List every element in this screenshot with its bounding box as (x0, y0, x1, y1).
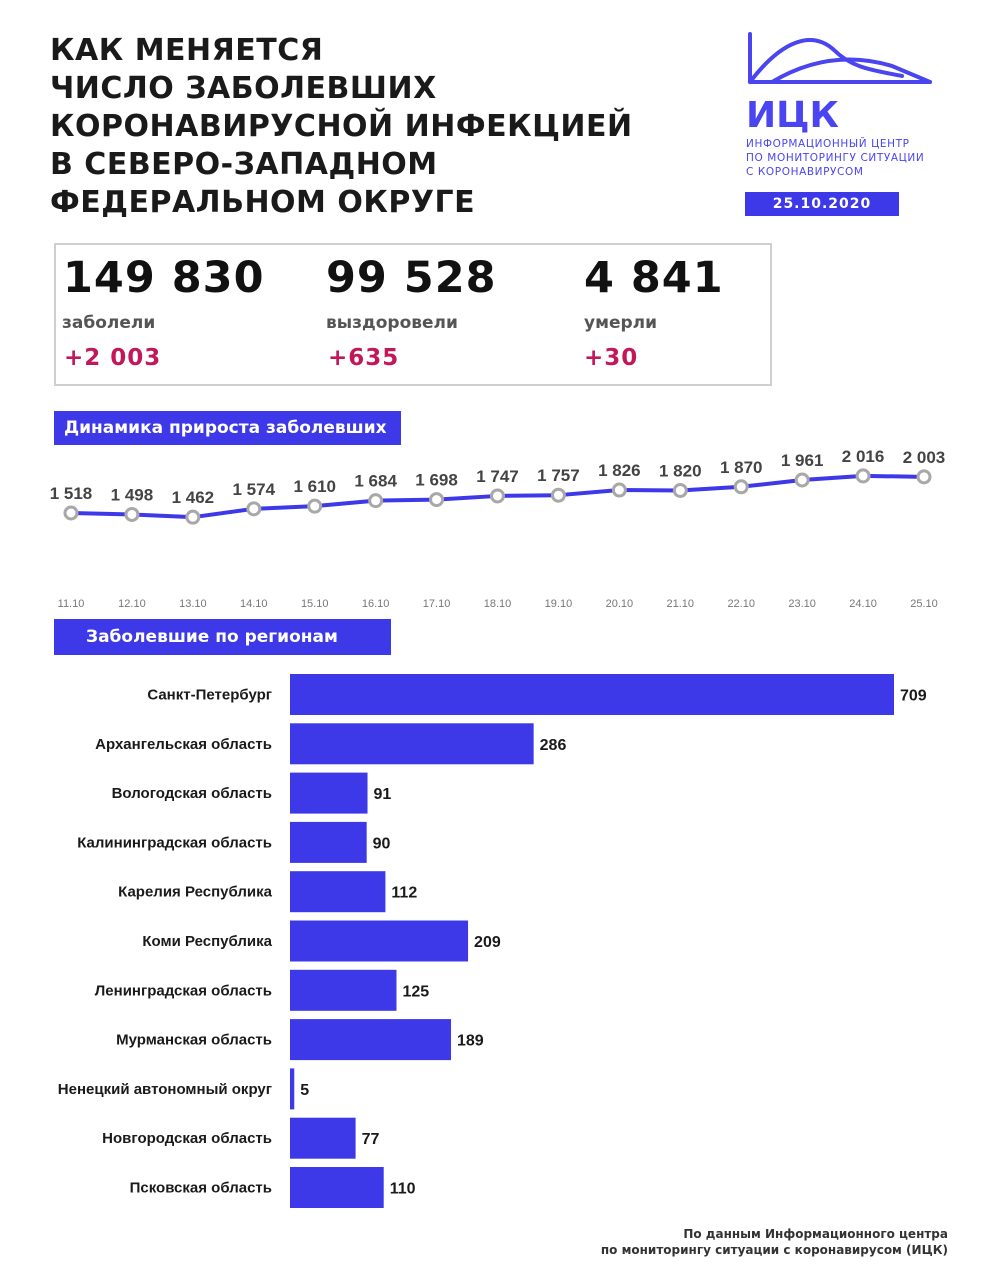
x-tick-label: 21.10 (666, 598, 695, 610)
stat-deaths-delta: +30 (584, 345, 639, 371)
stat-cases-label: заболели (62, 313, 156, 333)
line-data-label: 1 870 (719, 457, 763, 477)
bar-value-label: 209 (474, 934, 501, 951)
bar (290, 970, 396, 1011)
bar (290, 674, 894, 715)
logo-org-name: ИНФОРМАЦИОННЫЙ ЦЕНТР ПО МОНИТОРИНГУ СИТУАЦИИ С КОРОНАВИРУСОМ (746, 138, 925, 178)
line-point (674, 485, 686, 497)
line-point (918, 471, 930, 483)
x-tick-label: 22.10 (727, 598, 755, 610)
line-data-label: 1 518 (49, 484, 93, 503)
stat-recovered-delta: +635 (328, 345, 400, 371)
line-point (187, 511, 199, 523)
line-data-label: 1 747 (476, 466, 519, 486)
bar-category-label: Ленинградская область (94, 982, 272, 1000)
x-tick-label: 18.10 (483, 598, 512, 610)
bar-value-label: 110 (389, 1180, 416, 1198)
line-data-label: 1 961 (780, 450, 824, 470)
line-point (65, 507, 77, 519)
x-tick-label: 20.10 (605, 598, 634, 610)
bar-value-label: 112 (391, 884, 418, 902)
line-point (126, 508, 138, 520)
bar-category-label: Санкт-Петербург (147, 686, 272, 704)
daily-cases-line-chart (0, 450, 990, 620)
bar (290, 773, 368, 814)
bar (290, 822, 367, 863)
x-tick-label: 16.10 (361, 598, 390, 610)
page-title: КАК МЕНЯЕТСЯ ЧИСЛО ЗАБОЛЕВШИХ КОРОНАВИРУСНОЙ ИНФЕКЦИЕЙ В СЕВЕРО-ЗАПАДНОМ ФЕДЕРАЛЬНОМ ОКРУГЕ (50, 33, 633, 220)
bar-category-label: Мурманская область (116, 1031, 272, 1049)
line-point (309, 500, 321, 512)
line-point (248, 503, 260, 515)
stat-recovered-label: выздоровели (326, 313, 458, 333)
x-tick-label: 14.10 (240, 598, 268, 610)
line-data-label: 1 684 (354, 471, 397, 491)
stats-panel (54, 243, 772, 386)
bar-value-label: 125 (402, 983, 430, 1001)
line-point (735, 481, 747, 493)
line-data-label: 1 820 (659, 461, 702, 481)
bar-category-label: Коми Республика (142, 933, 272, 950)
bar (290, 1068, 294, 1109)
stat-cases-delta: +2 003 (64, 345, 162, 371)
line-data-label: 1 826 (598, 461, 641, 481)
bar-category-label: Карелия Республика (118, 883, 272, 901)
stat-recovered-value: 99 528 (326, 253, 497, 303)
bar-category-label: Псковская область (129, 1179, 272, 1197)
line-point (613, 484, 625, 496)
line-point (796, 474, 808, 486)
line-point (370, 495, 382, 507)
dynamics-section-title: Динамика прироста заболевших (54, 411, 401, 445)
bar-category-label: Архангельская область (95, 735, 272, 753)
line-data-label: 2 003 (902, 450, 946, 467)
x-tick-label: 11.10 (57, 598, 85, 610)
line-data-label: 1 698 (415, 470, 458, 490)
source-note: По данным Информационного центра по мониторингу ситуации с коронавирусом (ИЦК) (600, 1227, 948, 1257)
line-data-label: 1 757 (537, 466, 580, 486)
bar-category-label: Вологодская область (111, 785, 272, 803)
bar-category-label: Калининградская область (77, 834, 272, 852)
bar-value-label: 90 (372, 835, 391, 853)
bar (290, 1167, 384, 1208)
x-tick-label: 12.10 (118, 598, 146, 610)
x-tick-label: 15.10 (300, 598, 329, 610)
line-point (857, 470, 869, 482)
x-tick-label: 13.10 (179, 598, 207, 610)
x-tick-label: 24.10 (849, 598, 877, 610)
logo-abbr: ИЦК (746, 95, 839, 136)
line-data-label: 1 610 (293, 477, 336, 497)
regions-section-title: Заболевшие по регионам (54, 619, 391, 655)
x-tick-label: 19.10 (544, 598, 573, 610)
bar (290, 1118, 356, 1159)
bar (290, 871, 385, 912)
x-tick-label: 25.10 (910, 598, 938, 610)
line-data-label: 1 462 (171, 488, 215, 508)
report-date: 25.10.2020 (745, 192, 899, 216)
line-point (552, 489, 564, 501)
stat-deaths-label: умерли (584, 313, 658, 333)
line-data-label: 1 574 (232, 479, 276, 499)
bar-value-label: 77 (361, 1131, 380, 1149)
line-point (492, 490, 504, 502)
bar-value-label: 189 (457, 1032, 484, 1050)
bar-value-label: 91 (373, 786, 392, 804)
regions-bar-chart (0, 665, 990, 1225)
bar-value-label: 286 (539, 736, 567, 754)
stat-deaths-value: 4 841 (584, 253, 724, 303)
bar (290, 723, 534, 764)
bar-value-label: 5 (300, 1081, 310, 1099)
bar-category-label: Ненецкий автономный округ (57, 1080, 272, 1098)
bar (290, 1019, 451, 1060)
line-data-label: 2 016 (841, 450, 885, 466)
bar (290, 921, 468, 962)
stat-cases-value: 149 830 (63, 253, 265, 303)
bar-value-label: 709 (900, 687, 927, 705)
line-data-label: 1 498 (110, 485, 154, 505)
x-tick-label: 23.10 (788, 598, 816, 610)
line-point (431, 494, 443, 506)
x-tick-label: 17.10 (422, 598, 451, 610)
bar-category-label: Новгородская область (102, 1130, 272, 1148)
